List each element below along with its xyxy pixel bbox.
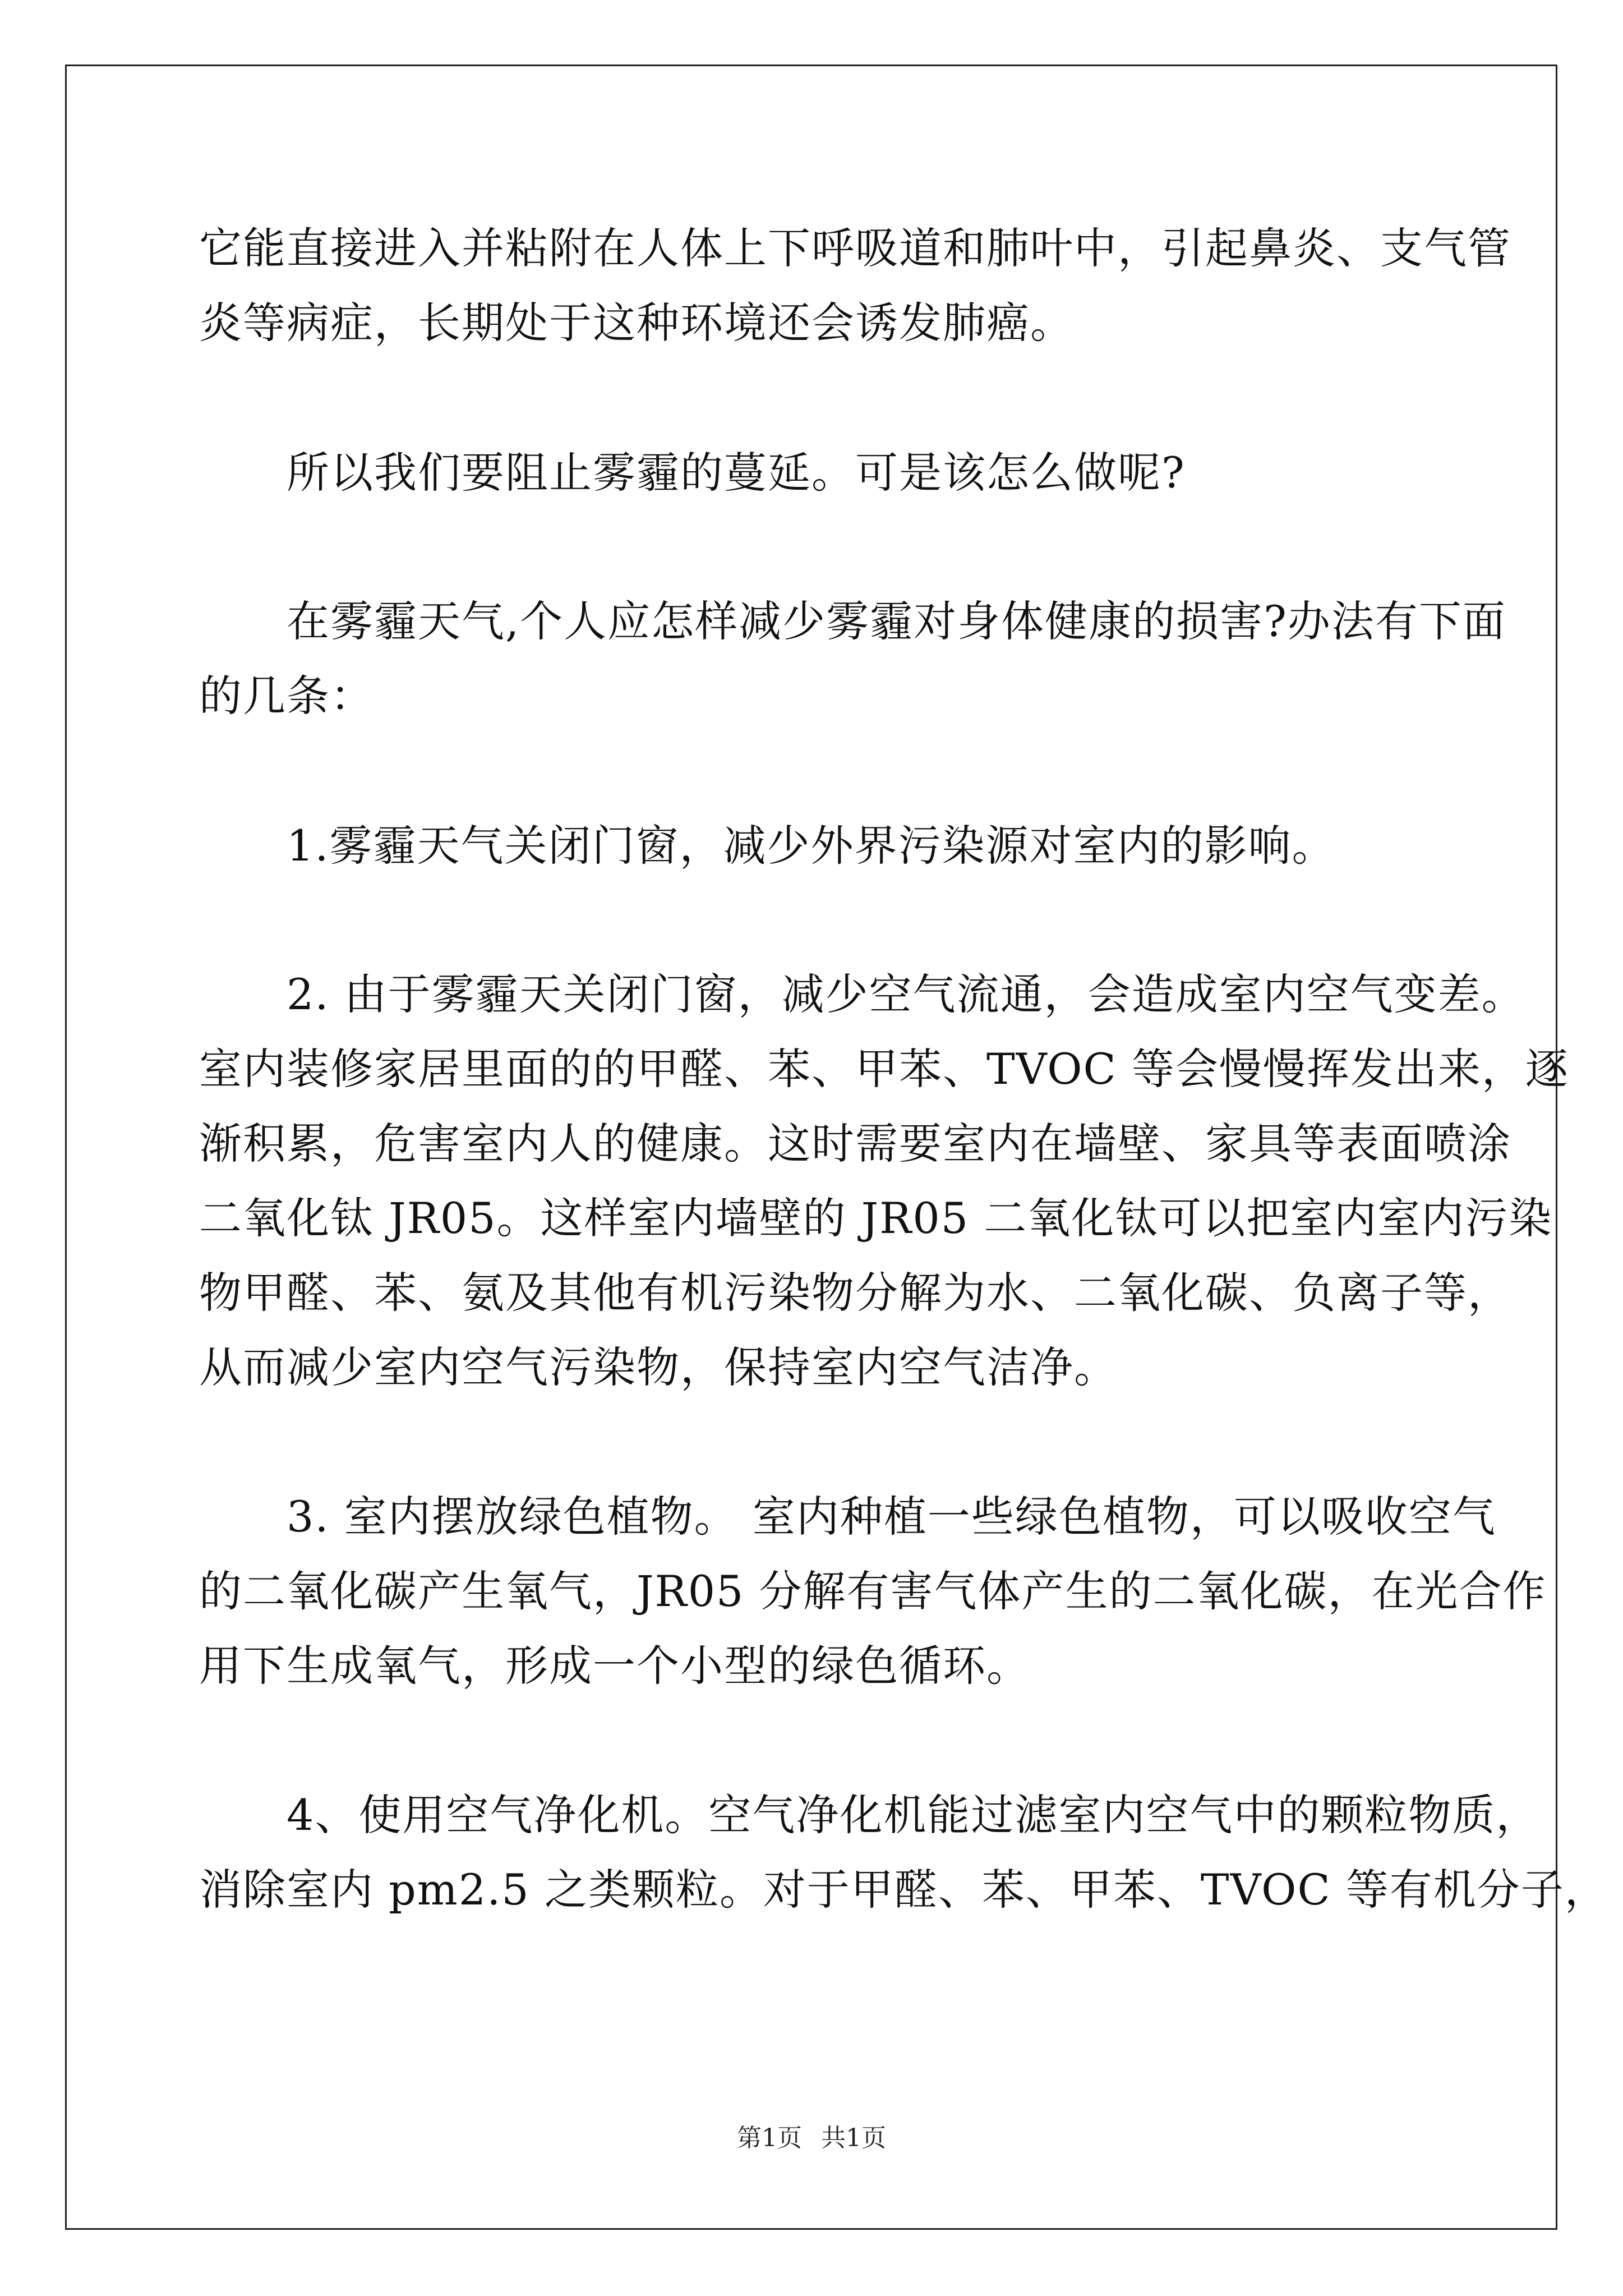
- text-line: 渐积累，危害室内人的健康。这时需要室内在墙壁、家具等表面喷涂: [199, 1119, 1511, 1168]
- text-line: 物甲醛、苯、氨及其他有机污染物分解为水、二氧化碳、负离子等，: [199, 1268, 1511, 1318]
- text-line: 用下生成氧气，形成一个小型的绿色循环。: [199, 1641, 1030, 1691]
- text-line: 室内装修家居里面的的甲醛、苯、甲苯、TVOC 等会慢慢挥发出来，逐: [199, 1044, 1569, 1094]
- text-line: 二氧化钛 JR05。这样室内墙壁的 JR05 二氧化钛可以把室内室内污染: [199, 1193, 1553, 1243]
- text-line: 从而减少室内空气污染物，保持室内空气洁净。: [199, 1342, 1118, 1392]
- text-line: 它能直接进入并粘附在人体上下呼吸道和肺叶中，引起鼻炎、支气管: [199, 223, 1511, 273]
- text-line: 1.雾霾天气关闭门窗，减少外界污染源对室内的影响。: [199, 821, 1336, 871]
- text-line: 炎等病症，长期处于这种环境还会诱发肺癌。: [199, 298, 1074, 348]
- text-line: 2. 由于雾霾天关闭门窗，减少空气流通，会造成室内空气变差。: [199, 969, 1525, 1019]
- text-line: 的几条：: [199, 671, 374, 721]
- page-footer: [0, 2124, 1623, 2152]
- text-line: 的二氧化碳产生氧气，JR05 分解有害气体产生的二氧化碳，在光合作: [199, 1566, 1547, 1616]
- page-count: 共1页: [821, 2124, 886, 2152]
- text-line: 3. 室内摆放绿色植物。 室内种植一些绿色植物，可以吸收空气: [199, 1492, 1496, 1542]
- text-line: 消除室内 pm2.5 之类颗粒。对于甲醛、苯、甲苯、TVOC 等有机分子，: [199, 1865, 1608, 1915]
- text-line: 所以我们要阻止雾霾的蔓延。可是该怎么做呢?: [199, 448, 1186, 498]
- text-line: 在雾霾天气,个人应怎样减少雾霾对身体健康的损害?办法有下面: [199, 596, 1506, 646]
- text-line: 4、使用空气净化机。空气净化机能过滤室内空气中的颗粒物质，: [199, 1790, 1540, 1840]
- page-number: 第1页: [737, 2124, 802, 2152]
